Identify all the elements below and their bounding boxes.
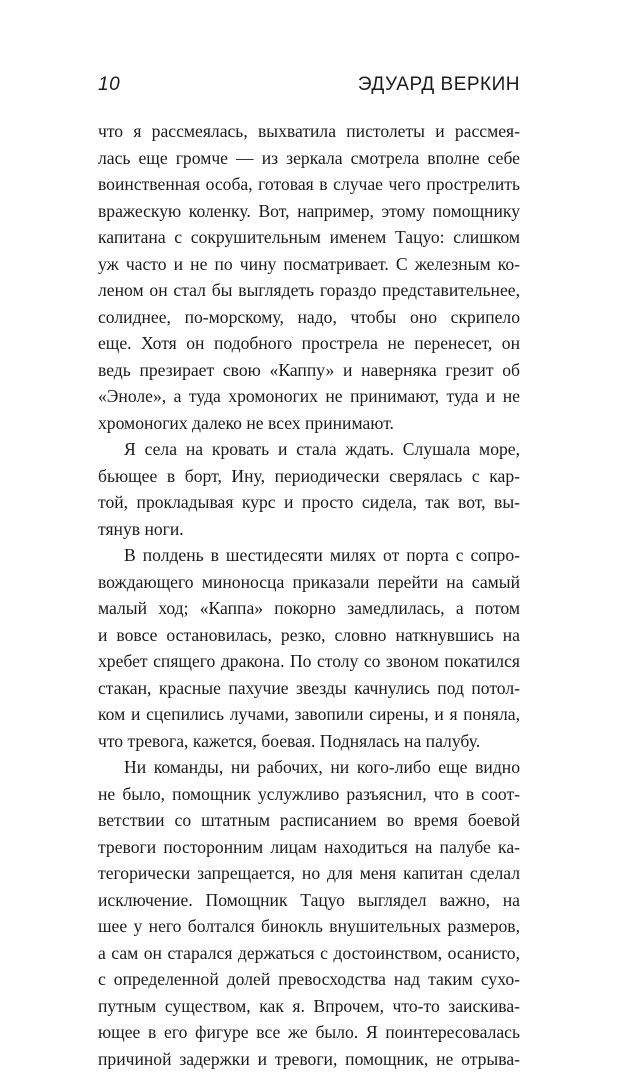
text-line: тегорически запрещается, но для меня капитан сделал bbox=[98, 860, 520, 887]
page-number: 10 bbox=[98, 74, 120, 96]
text-line: В полдень в шестидесяти милях от порта с сопро- bbox=[98, 542, 520, 569]
text-line: ком и сцепились лучами, завопили сирены, и я поняла, bbox=[98, 701, 520, 728]
running-title: ЭДУАРД ВЕРКИН bbox=[358, 74, 520, 96]
text-line: Я села на кровать и стала ждать. Слушала море, bbox=[98, 436, 520, 463]
text-line: тянув ноги. bbox=[98, 516, 520, 543]
paragraph bbox=[98, 436, 520, 542]
text-line: с определенной долей превосходства над таким сухо- bbox=[98, 966, 520, 993]
text-line: не было, помощник услужливо разъяснил, что в соот- bbox=[98, 781, 520, 808]
text-line: причиной задержки и тревоги, помощник, не отрыва- bbox=[98, 1046, 520, 1072]
text-line: Ни команды, ни рабочих, ни кого-либо еще видно bbox=[98, 754, 520, 781]
paragraph bbox=[98, 754, 520, 1072]
text-line: воинственная особа, готовая в случае чего прострелить bbox=[98, 171, 520, 198]
text-line: лась еще громче — из зеркала смотрела вполне себе bbox=[98, 145, 520, 172]
text-line: леном он стал бы выглядеть гораздо представительнее, bbox=[98, 277, 520, 304]
text-line: шее у него болтался бинокль внушительных размеров, bbox=[98, 913, 520, 940]
text-line: что тревога, кажется, боевая. Поднялась на палубу. bbox=[98, 728, 520, 755]
text-line: путным существом, как я. Впрочем, что-то заискива- bbox=[98, 993, 520, 1020]
text-line: что я рассмеялась, выхватила пистолеты и рассмея- bbox=[98, 118, 520, 145]
text-line: еще. Хотя он подобного прострела не перенесет, он bbox=[98, 330, 520, 357]
text-line: «Эноле», а туда хромоногих не принимают, туда и не bbox=[98, 383, 520, 410]
paragraph bbox=[98, 542, 520, 754]
text-line: малый ход; «Каппа» покорно замедлилась, а потом bbox=[98, 595, 520, 622]
text-line: той, прокладывая курс и просто сидела, так вот, вы- bbox=[98, 489, 520, 516]
text-line: стакан, красные пахучие звезды качнулись под потол- bbox=[98, 675, 520, 702]
text-line: ветствии со штатным расписанием во время боевой bbox=[98, 807, 520, 834]
text-line: хребет спящего дракона. По столу со звоном покатился bbox=[98, 648, 520, 675]
text-line: тревоги посторонним лицам находиться на палубе ка- bbox=[98, 834, 520, 861]
text-line: вождающего миноносца приказали перейти на самый bbox=[98, 569, 520, 596]
text-line: ющее в его фигуре все же было. Я поинтересовалась bbox=[98, 1019, 520, 1046]
text-line: вражескую коленку. Вот, например, этому помощнику bbox=[98, 198, 520, 225]
body-text bbox=[98, 118, 520, 1072]
text-line: капитана с сокрушительным именем Тацуо: слишком bbox=[98, 224, 520, 251]
text-line: и вовсе остановилась, резко, словно наткнувшись на bbox=[98, 622, 520, 649]
paragraph bbox=[98, 118, 520, 436]
text-line: бьющее в борт, Ину, периодически сверялась с кар- bbox=[98, 463, 520, 490]
text-line: хромоногих далеко не всех принимают. bbox=[98, 410, 520, 437]
text-line: солиднее, по-морскому, надо, чтобы оно скрипело bbox=[98, 304, 520, 331]
page-header bbox=[98, 74, 520, 100]
text-line: исключение. Помощник Тацуо выглядел важно, на bbox=[98, 887, 520, 914]
text-line: уж часто и не по чину посматривает. С железным ко- bbox=[98, 251, 520, 278]
text-line: а сам он старался держаться с достоинством, осанисто, bbox=[98, 940, 520, 967]
text-line: ведь презирает свою «Каппу» и наверняка грезит об bbox=[98, 357, 520, 384]
